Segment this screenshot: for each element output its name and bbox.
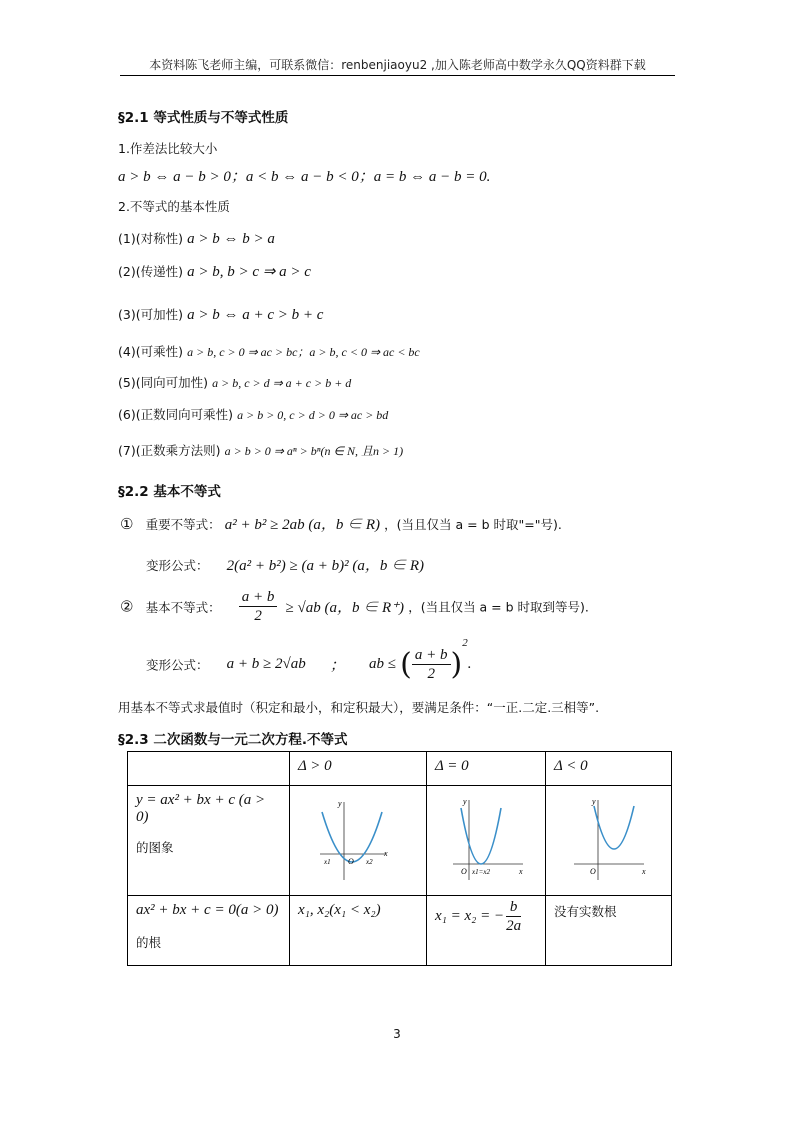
marker-2: ②	[120, 597, 134, 616]
section-2-3-title: §2.3 二次函数与一元二次方程.不等式	[118, 732, 348, 748]
prop-4	[118, 342, 420, 360]
p1-var-formula: 2(a² + b²) ≥ (a + b)² (a，b ∈ R)	[226, 558, 425, 574]
table-row	[128, 786, 672, 896]
section-2-1-title: §2.1 等式性质与不等式性质	[118, 110, 289, 126]
item1-formula: a > b ⇔ a − b > 0；a < b ⇔ a − b < 0；a = b ⇔ a − b = 0.	[118, 169, 491, 185]
p2-var-sep: ；	[329, 658, 345, 674]
prop-6	[118, 405, 388, 423]
header-cell: Δ < 0	[546, 752, 672, 786]
marker-1: ①	[120, 515, 134, 533]
p2-var-f2-left: ab ≤	[369, 656, 397, 672]
page-number: 3	[393, 1027, 401, 1041]
comparison-table	[127, 751, 672, 966]
p1-var-label: 变形公式：	[146, 558, 209, 573]
table-header-row	[128, 752, 672, 786]
p1-label: 重要不等式：	[145, 517, 221, 532]
axis-x-label: x	[519, 867, 523, 876]
row1-suffix: 的图象	[136, 840, 174, 855]
important-inequality	[120, 513, 562, 534]
prop-5	[118, 373, 351, 391]
graph-cell-pos	[290, 786, 427, 896]
p2-var-num: a + b	[412, 646, 451, 665]
roots-zero-fraction	[506, 898, 521, 935]
prop-label: (6)(正数同向可乘性)	[118, 407, 233, 422]
axis-y-label: y	[463, 797, 467, 806]
p2-var-exp: 2	[462, 637, 468, 649]
paren-open: (	[400, 647, 412, 682]
page-header: 本资料陈飞老师主编，可联系微信：renbenjiaoyu2 ,加入陈老师高中数学永久QQ资料群下载	[149, 58, 646, 72]
graph-cell-neg	[546, 786, 672, 896]
p2-var-f1: a + b ≥ 2√ab	[226, 656, 306, 672]
p2-var-label: 变形公式：	[146, 657, 209, 673]
roots-zero-num: b	[506, 898, 521, 917]
prop-label: (7)(正数乘方法则)	[118, 443, 221, 458]
row-label-graph	[128, 786, 290, 896]
roots-neg-cell: 没有实数根	[546, 896, 672, 966]
header-cell: Δ > 0	[290, 752, 427, 786]
axis-x-label: x	[642, 867, 646, 876]
p1-note: ，(当且仅当 a = b 时取"="号).	[384, 517, 562, 532]
parabola-two-roots	[298, 792, 388, 882]
origin-label: O	[348, 857, 354, 866]
header-divider	[120, 75, 675, 76]
parabola-curve	[461, 808, 501, 864]
row2-formula: ax² + bx + c = 0(a > 0)	[136, 902, 279, 918]
p2-fraction	[239, 588, 278, 625]
parabola-curve	[594, 806, 634, 849]
p2-var-fraction	[412, 646, 451, 683]
graph-cell-zero	[427, 786, 546, 896]
origin-label: O	[590, 867, 596, 876]
prop-formula: a > b > 0 ⇒ aⁿ > bⁿ(n ∈ N, 且n > 1)	[224, 444, 404, 458]
row-label-roots	[128, 896, 290, 966]
prop-2	[118, 262, 311, 281]
prop-formula: a > b, b > c ⇒ a > c	[187, 264, 311, 280]
roots-zero-den: 2a	[506, 918, 522, 934]
prop-7	[118, 441, 403, 459]
prop-label: (1)(对称性)	[118, 231, 183, 246]
basic-inequality	[120, 588, 589, 625]
section-2-2-title: §2.2 基本不等式	[118, 484, 221, 500]
root-x1-label: x1	[324, 858, 331, 866]
item1-title: 1.作差法比较大小	[118, 141, 218, 156]
roots-zero-cell	[427, 896, 546, 966]
prop-1	[118, 229, 275, 248]
header-cell	[128, 752, 290, 786]
prop-label: (3)(可加性)	[118, 307, 183, 322]
root-x2-label: x2	[366, 858, 373, 866]
parabola-no-root	[554, 792, 649, 882]
axis-y-label: y	[592, 797, 596, 806]
prop-formula: a > b ⇔ a + c > b + c	[187, 307, 324, 323]
origin-label: O	[461, 867, 467, 876]
p2-variant: 变形公式： a + b ≥ 2√ab ； ab ≤ ( $\frac{a + b}{2}$ )$^2$.	[146, 637, 472, 682]
p2-note: ，(当且仅当 a = b 时取到等号).	[408, 599, 589, 615]
roots-zero-left: x₁ = x₂ = −	[435, 908, 505, 924]
p1-formula: a² + b² ≥ 2ab (a，b ∈ R)	[224, 517, 381, 533]
prop-formula: a > b, c > d ⇒ a + c > b + d	[212, 376, 352, 390]
p2-num: a + b	[239, 588, 278, 607]
prop-label: (2)(传递性)	[118, 264, 183, 279]
table-row	[128, 896, 672, 966]
p2-var-den: 2	[427, 666, 435, 682]
p2-label: 基本不等式：	[145, 599, 221, 615]
prop-formula: a > b ⇔ b > a	[187, 231, 275, 247]
prop-formula: a > b, c > 0 ⇒ ac > bc；a > b, c < 0 ⇒ ac < bc	[187, 345, 420, 359]
parabola-one-root	[435, 792, 525, 882]
prop-3	[118, 305, 323, 324]
parabola-curve	[322, 812, 382, 862]
item2-title: 2.不等式的基本性质	[118, 199, 230, 214]
paren-close: )	[450, 647, 463, 682]
row1-formula: y = ax² + bx + c (a > 0)	[136, 792, 266, 825]
prop-label: (4)(可乘性)	[118, 344, 183, 359]
axis-y-label: y	[338, 799, 342, 808]
row2-suffix: 的根	[136, 935, 162, 950]
axis-x-label: x	[384, 849, 388, 858]
header-cell: Δ = 0	[427, 752, 546, 786]
double-root-label: x1=x2	[472, 868, 490, 876]
p2-rhs: ≥ √ab (a，b ∈ R⁺)	[285, 600, 405, 616]
prop-label: (5)(同向可加性)	[118, 375, 208, 390]
prop-formula: a > b > 0, c > d > 0 ⇒ ac > bd	[237, 408, 389, 422]
p1-variant	[146, 554, 424, 575]
remark: 用基本不等式求最值时（积定和最小，和定积最大），要满足条件：“一正.二定.三相等”.	[118, 700, 600, 715]
roots-pos-cell: x₁, x₂(x₁ < x₂)	[290, 896, 427, 966]
p2-den: 2	[254, 608, 262, 624]
